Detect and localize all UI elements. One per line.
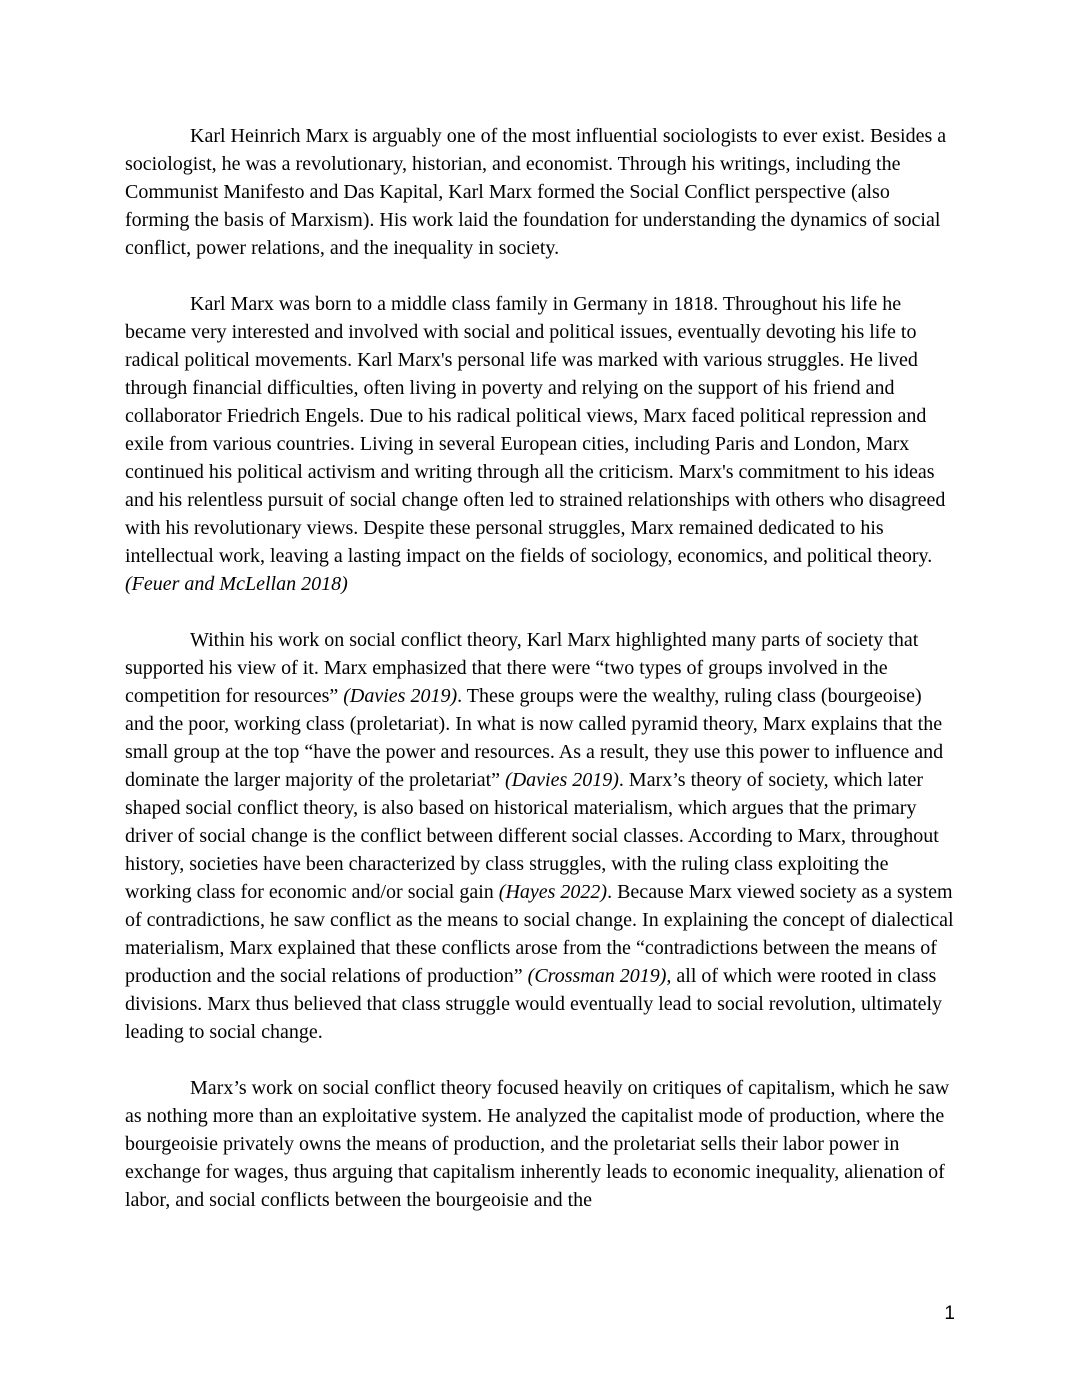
page-number: 1: [944, 1303, 955, 1324]
text-segment: Karl Heinrich Marx is arguably one of the most influential sociologists to ever exist. Besides a sociologist, he was a revolutionary, historian, and economist. Through his writings, including the Communist Manifesto and Das Kapital, Karl Marx formed the Social Conflict perspective (also forming the basis of Marxism). His work laid the foundation for understanding the dynamics of social conflict, power relations, and the inequality in society.: [125, 125, 947, 259]
paragraph: [125, 122, 955, 262]
text-segment: . Because Marx viewed society as a system of contradictions, he saw conflict as the means to social change. In explaining the concept of dialectical materialism, Marx explained that these conflicts arose from the “contradictions between the means of production and the social relations of production”: [125, 881, 954, 987]
paragraph: [125, 290, 955, 598]
text-segment: . These groups were the wealthy, ruling class (bourgeoise) and the poor, working class (proletariat). In what is now called pyramid theory, Marx explains that the small group at the top “have the power and resources. As a result, they use this power to influence and dominate the larger majority of the proletariat”: [125, 685, 944, 791]
paragraph: [125, 1074, 955, 1214]
citation: (Davies 2019): [505, 769, 619, 791]
text-segment: Within his work on social conflict theory, Karl Marx highlighted many parts of society that supported his view of it. Marx emphasized that there were “two types of groups involved in the competition for resources”: [125, 629, 919, 707]
text-segment: Karl Marx was born to a middle class family in Germany in 1818. Throughout his life he became very interested and involved with social and political issues, eventually devoting his life to radical political movements. Karl Marx's personal life was marked with various struggles. He lived through financial difficulties, often living in poverty and relying on the support of his friend and collaborator Friedrich Engels. Due to his radical political views, Marx faced political repression and exile from various countries. Living in several European cities, including Paris and London, Marx continued his political activism and writing through all the criticism. Marx's commitment to his ideas and his relentless pursuit of social change often led to strained relationships with others who disagreed with his revolutionary views. Despite these personal struggles, Marx remained dedicated to his intellectual work, leaving a lasting impact on the fields of sociology, economics, and political theory.: [125, 293, 946, 567]
citation: (Crossman 2019),: [527, 965, 672, 987]
text-segment: . Marx’s theory of society, which later shaped social conflict theory, is also based on historical materialism, which argues that the primary driver of social change is the conflict between different social classes. According to Marx, throughout history, societies have been characterized by class struggles, with the ruling class exploiting the working class for economic and/or social gain: [125, 769, 939, 903]
text-segment: all of which were rooted in class divisions. Marx thus believed that class struggle would eventually lead to social revolution, ultimately leading to social change.: [125, 965, 943, 1043]
citation: (Hayes 2022): [498, 881, 608, 903]
citation: (Davies 2019): [343, 685, 458, 707]
document-body: [125, 122, 955, 1242]
citation: (Feuer and McLellan 2018): [125, 573, 348, 595]
paragraph: [125, 626, 955, 1046]
text-segment: Marx’s work on social conflict theory focused heavily on critiques of capitalism, which he saw as nothing more than an exploitative system. He analyzed the capitalist mode of production, where the bourgeoisie privately owns the means of production, and the proletariat sells their labor power in exchange for wages, thus arguing that capitalism inherently leads to economic inequality, alienation of labor, and social conflicts between the bourgeoisie and the: [125, 1077, 950, 1211]
